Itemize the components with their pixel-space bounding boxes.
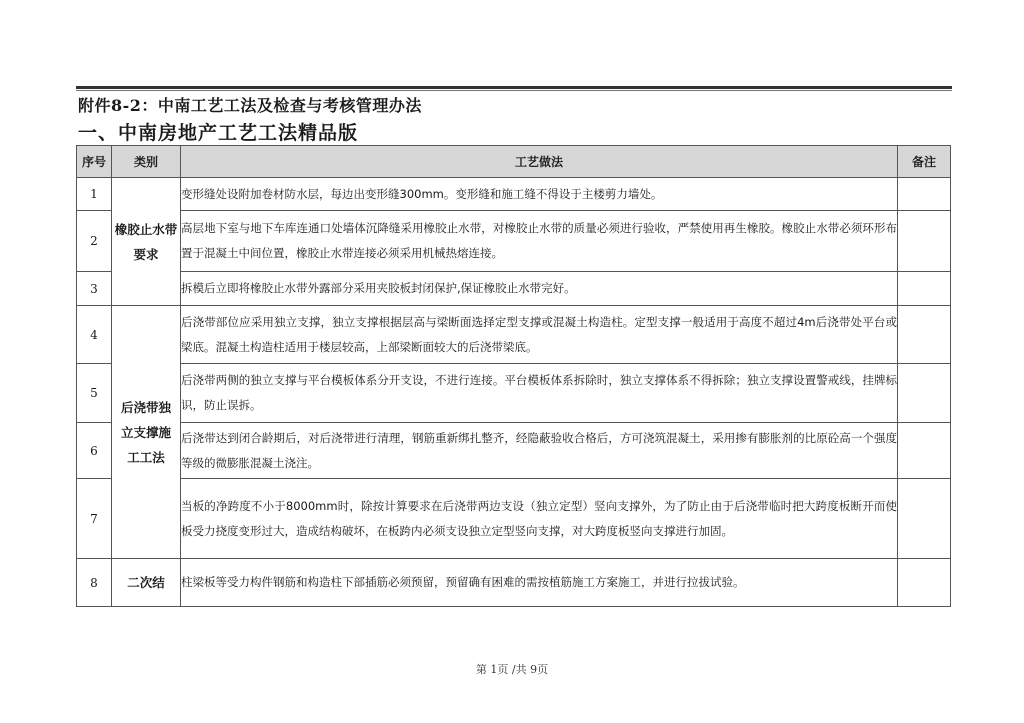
table-row [77,364,951,423]
row-number: 1 [77,178,112,211]
method-text: 柱梁板等受力构件钢筋和构造柱下部插筋必须预留，预留确有困难的需按植筋施工方案施工，并进行拉拔试验。 [181,559,898,607]
header-category: 类别 [112,146,181,178]
header-rule-thin [76,90,952,91]
category-post-pour-strip: 后浇带独立支撑施工工法 [112,306,181,559]
row-number: 2 [77,211,112,272]
table-row [77,559,951,607]
remark-cell [898,211,951,272]
remark-cell [898,479,951,559]
header-remark: 备注 [898,146,951,178]
header-rule-thick [76,86,952,89]
method-text: 后浇带两侧的独立支撑与平台模板体系分开支设，不进行连接。平台模板体系拆除时，独立支撑体系不得拆除；独立支撑设置警戒线，挂牌标识，防止误拆。 [181,364,898,423]
method-text: 当板的净跨度不小于8000mm时，除按计算要求在后浇带两边支设（独立定型）竖向支撑外，为了防止由于后浇带临时把大跨度板断开而使板受力挠度变形过大，造成结构破坏，在板跨内必须支设独立定型竖向支撑，对大跨度板竖向支撑进行加固。 [181,479,898,559]
remark-cell [898,364,951,423]
header-no: 序号 [77,146,112,178]
page-number: 第 1页 /共 9页 [475,663,549,676]
method-text: 后浇带达到闭合龄期后，对后浇带进行清理，钢筋重新绑扎整齐，经隐蔽验收合格后，方可浇筑混凝土，采用掺有膨胀剂的比原砼高一个强度等级的微膨胀混凝土浇注。 [181,423,898,479]
table-row [77,211,951,272]
row-number: 8 [77,559,112,607]
section-title: 一、中南房地产工艺工法精品版 [78,122,359,144]
category-rubber-waterstop: 橡胶止水带要求 [112,178,181,306]
table-header-row [77,146,951,178]
remark-cell [898,272,951,306]
remark-cell [898,306,951,364]
method-text: 拆模后立即将橡胶止水带外露部分采用夹胶板封闭保护,保证橡胶止水带完好。 [181,272,898,306]
row-number: 6 [77,423,112,479]
table-row [77,423,951,479]
method-text: 高层地下室与地下车库连通口处墙体沉降缝采用橡胶止水带，对橡胶止水带的质量必须进行验收，严禁使用再生橡胶。橡胶止水带必须环形布置于混凝土中间位置，橡胶止水带连接必须采用机械热熔连接。 [181,211,898,272]
table-row [77,479,951,559]
row-number: 5 [77,364,112,423]
attachment-title: 附件8-2：中南工艺工法及检查与考核管理办法 [78,96,422,115]
row-number: 3 [77,272,112,306]
row-number: 4 [77,306,112,364]
row-number: 7 [77,479,112,559]
method-text: 后浇带部位应采用独立支撑，独立支撑根据层高与梁断面选择定型支撑或混凝土构造柱。定型支撑一般适用于高度不超过4m后浇带处平台或梁底。混凝土构造柱适用于楼层较高，上部梁断面较大的后浇带梁底。 [181,306,898,364]
table-row [77,306,951,364]
process-method-table [76,145,951,607]
remark-cell [898,423,951,479]
remark-cell [898,559,951,607]
table-row [77,178,951,211]
remark-cell [898,178,951,211]
category-secondary-structure: 二次结 [112,559,181,607]
method-text: 变形缝处设附加卷材防水层，每边出变形缝300mm。变形缝和施工缝不得设于主楼剪力墙处。 [181,178,898,211]
header-method: 工艺做法 [181,146,898,178]
table-row [77,272,951,306]
